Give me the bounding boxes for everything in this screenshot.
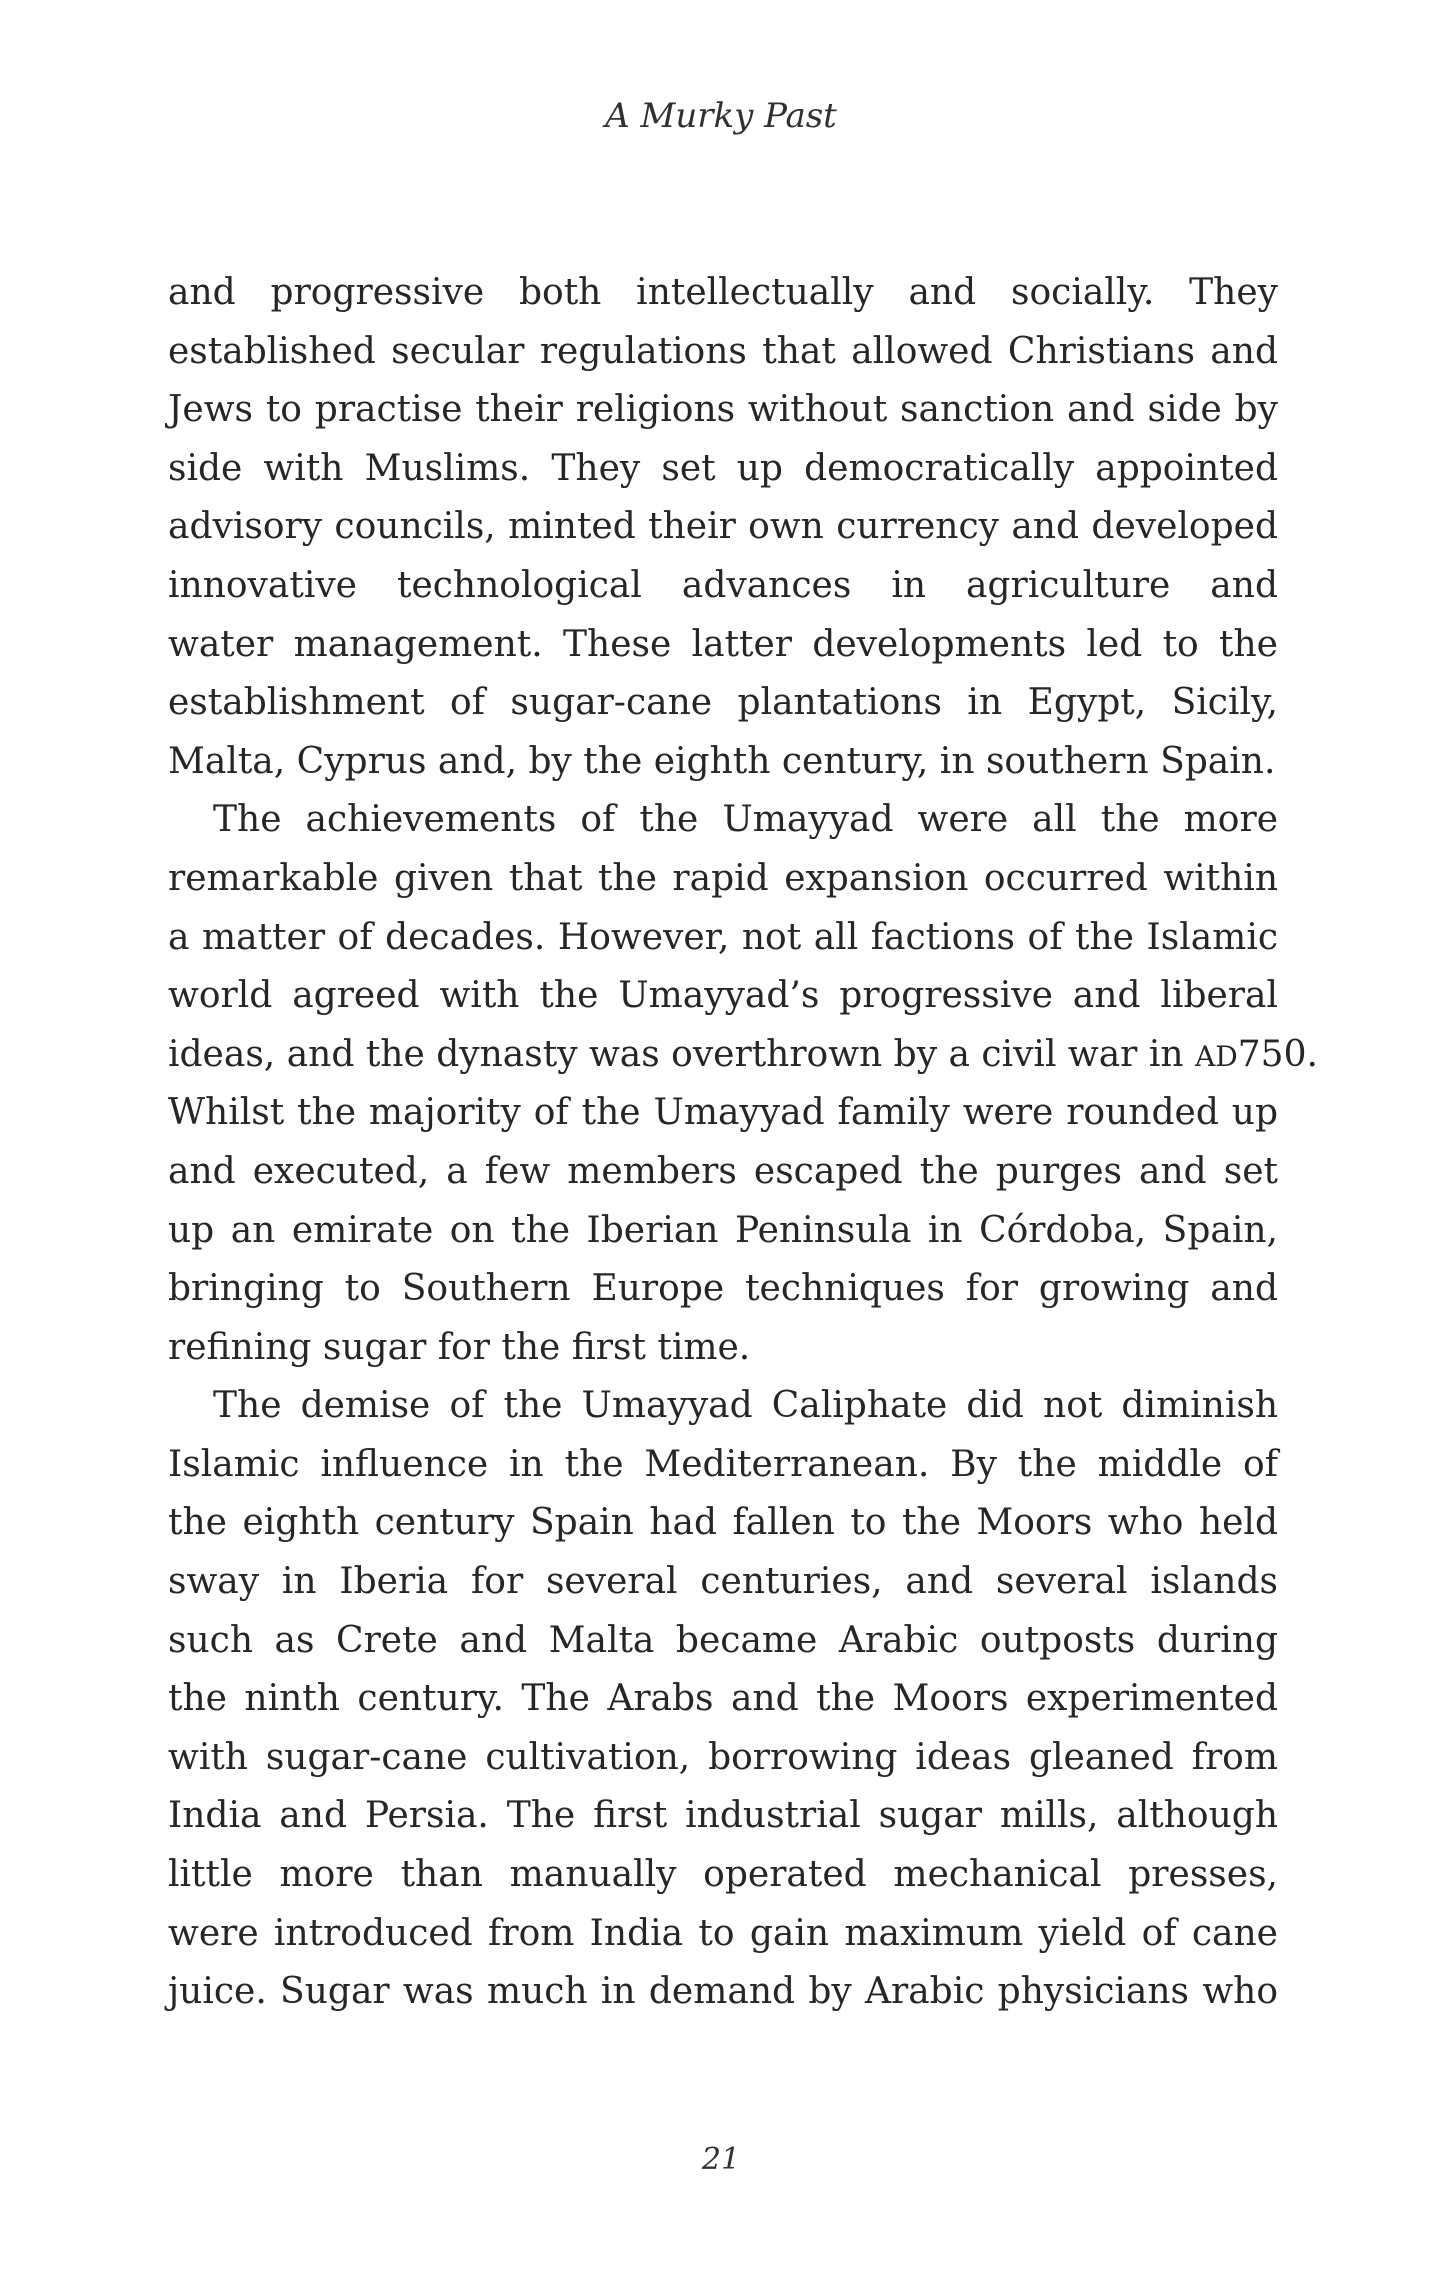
text-line: such as Crete and Malta became Arabic outposts during bbox=[168, 1619, 1278, 1661]
text-line: little more than manually operated mechanical presses, bbox=[168, 1854, 1278, 1896]
text-line: up an emirate on the Iberian Peninsula in Córdoba, Spain, bbox=[168, 1209, 1278, 1251]
text-line: juice. Sugar was much in demand by Arabic physicians who bbox=[168, 1971, 1278, 2013]
text-line-with-date bbox=[168, 1026, 1318, 1085]
text-line: refining sugar for the first time. bbox=[168, 1326, 751, 1368]
text-line: remarkable given that the rapid expansion occurred within bbox=[168, 857, 1278, 899]
text-line: and progressive both intellectually and socially. They bbox=[168, 272, 1278, 313]
text-line: established secular regulations that allowed Christians and bbox=[168, 330, 1278, 372]
text-line: establishment of sugar-cane plantations in Egypt, Sicily, bbox=[168, 682, 1278, 724]
text-line: bringing to Southern Europe techniques for growing and bbox=[168, 1268, 1278, 1310]
running-head: A Murky Past bbox=[605, 96, 837, 136]
paragraph-1 bbox=[168, 264, 1278, 791]
text-line: Malta, Cyprus and, by the eighth century, in southern Spain. bbox=[168, 740, 1276, 782]
text-line: The demise of the Umayyad Caliphate did not diminish bbox=[213, 1385, 1278, 1427]
text-line: Whilst the majority of the Umayyad family were rounded up bbox=[168, 1092, 1278, 1134]
text-line: with sugar-cane cultivation, borrowing ideas gleaned from bbox=[168, 1736, 1278, 1778]
body-text bbox=[168, 264, 1318, 2022]
paragraph-3 bbox=[168, 1377, 1278, 2022]
text-line: side with Muslims. They set up democratically appointed bbox=[168, 447, 1278, 489]
text-line: innovative technological advances in agriculture and bbox=[168, 564, 1278, 606]
text-line: advisory councils, minted their own currency and developed bbox=[168, 506, 1278, 548]
text-line: the eighth century Spain had fallen to the Moors who held bbox=[168, 1502, 1278, 1544]
text-line: water management. These latter developments led to the bbox=[168, 623, 1278, 665]
text-line: and executed, a few members escaped the purges and set bbox=[168, 1150, 1278, 1192]
text-line: Jews to practise their religions without sanction and side by bbox=[168, 389, 1278, 431]
text-line: were introduced from India to gain maximum yield of cane bbox=[168, 1912, 1278, 1954]
text-line: the ninth century. The Arabs and the Moors experimented bbox=[168, 1678, 1278, 1720]
text-line: India and Persia. The first industrial sugar mills, although bbox=[168, 1795, 1278, 1837]
text-line: a matter of decades. However, not all factions of the Islamic bbox=[168, 916, 1278, 958]
year: 750. bbox=[1237, 1033, 1318, 1075]
text-line: world agreed with the Umayyad’s progressive and liberal bbox=[168, 975, 1278, 1017]
text-line: Islamic influence in the Mediterranean. By the middle of bbox=[168, 1443, 1278, 1485]
text-segment: ideas, and the dynasty was overthrown by a civil war in bbox=[168, 1033, 1184, 1075]
text-line: sway in Iberia for several centuries, and several islands bbox=[168, 1561, 1278, 1603]
paragraph-2 bbox=[168, 791, 1318, 1377]
text-line: The achievements of the Umayyad were all the more bbox=[213, 799, 1278, 841]
page-number: 21 bbox=[701, 2142, 741, 2177]
era-smallcaps: AD bbox=[1194, 1039, 1238, 1073]
